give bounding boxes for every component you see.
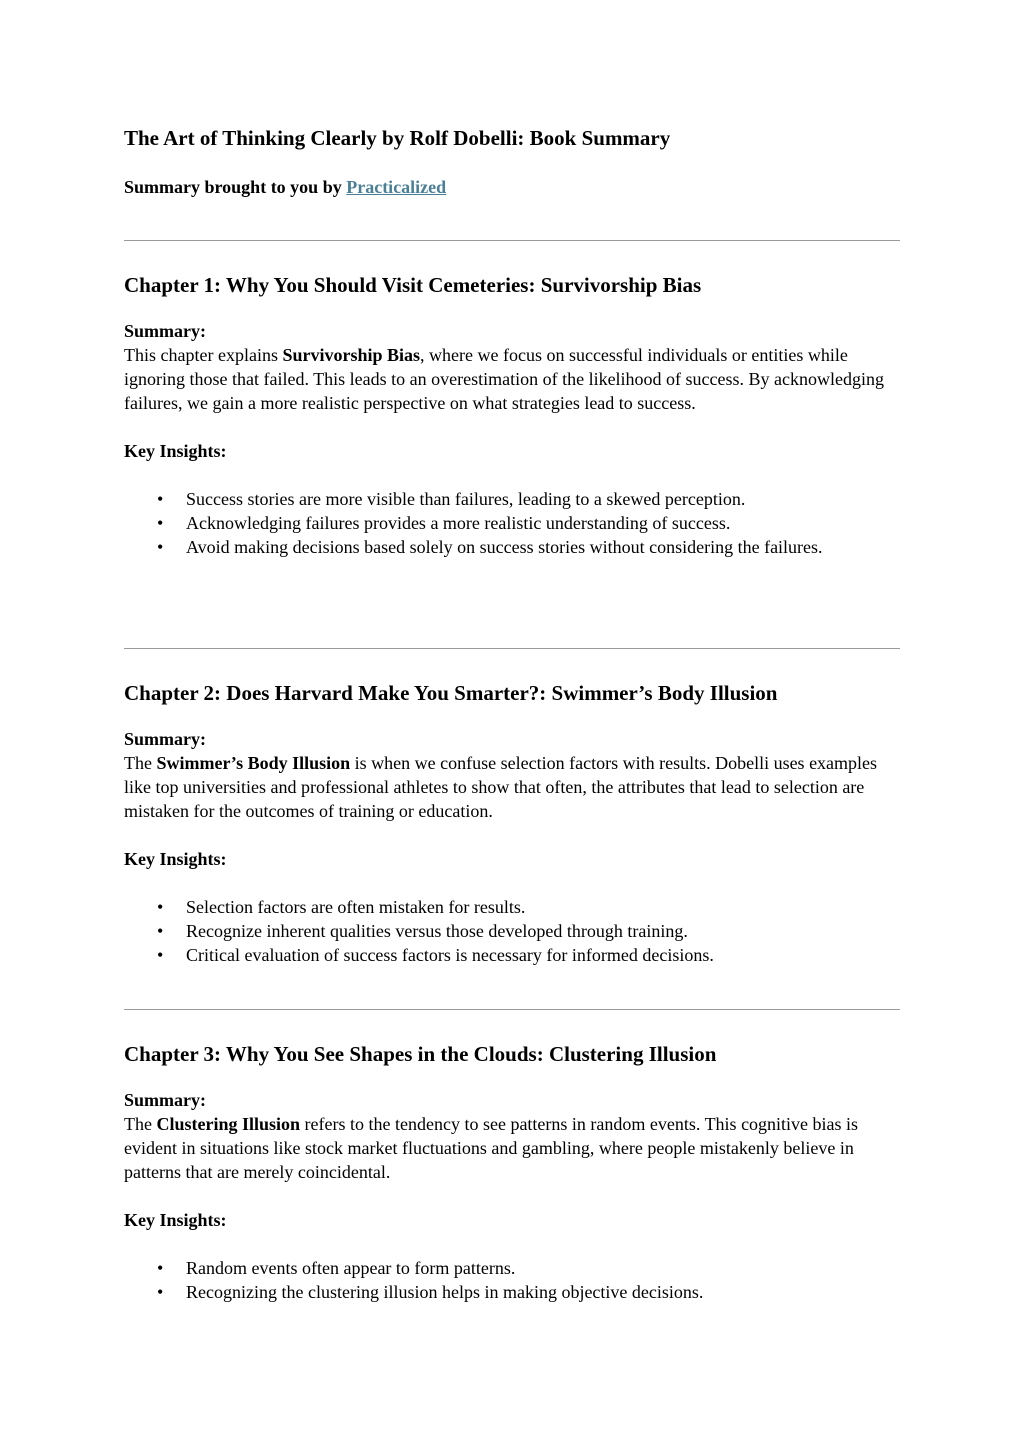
insights-list — [124, 1256, 900, 1304]
list-item: • Selection factors are often mistaken for results. — [157, 897, 526, 917]
list-item: • Acknowledging failures provides a more realistic understanding of success. — [157, 513, 731, 533]
bias-term: Survivorship Bias — [282, 345, 420, 365]
summary-text: The Clustering Illusion refers to the tendency to see patterns in random events. This cognitive bias is evident in situations like stock market fluctuations and gambling, where people mistakenly believe in patterns that are merely coincidental. — [124, 1114, 859, 1182]
list-item: • Avoid making decisions based solely on success stories without considering the failures. — [157, 537, 823, 557]
page-title: The Art of Thinking Clearly by Rolf Dobelli: Book Summary — [124, 126, 671, 150]
insights-list — [124, 487, 900, 559]
bullet-icon: • — [157, 897, 164, 917]
chapter-heading: Chapter 2: Does Harvard Make You Smarter?: Swimmer’s Body Illusion — [124, 681, 778, 705]
chapter-1 — [124, 271, 900, 559]
bullet-icon: • — [157, 1258, 164, 1278]
key-insights-label: Key Insights: — [124, 441, 227, 461]
bullet-icon: • — [157, 945, 164, 965]
key-insights-label: Key Insights: — [124, 849, 227, 869]
list-item: • Recognizing the clustering illusion helps in making objective decisions. — [157, 1282, 704, 1302]
list-item: • Success stories are more visible than failures, leading to a skewed perception. — [157, 489, 746, 509]
list-item: • Critical evaluation of success factors is necessary for informed decisions. — [157, 945, 714, 965]
list-item: • Recognize inherent qualities versus those developed through training. — [157, 921, 688, 941]
summary-label: Summary: — [124, 1090, 206, 1110]
section-divider — [124, 240, 900, 241]
bias-term: Clustering Illusion — [156, 1114, 301, 1134]
insights-list — [124, 895, 900, 967]
list-item: • Random events often appear to form patterns. — [157, 1258, 516, 1278]
summary-text: The Swimmer’s Body Illusion is when we confuse selection factors with results. Dobelli uses examples like top universities and professional athletes to show that often, the attributes that lead to selection are mistaken for the outcomes of training or education. — [124, 753, 878, 821]
summary-text: This chapter explains Survivorship Bias, where we focus on successful individuals or entities while ignoring those that failed. This leads to an overestimation of the likelihood of success. By acknowledging failures, we gain a more realistic perspective on what strategies lead to success. — [124, 345, 885, 413]
bias-term: Swimmer’s Body Illusion — [156, 753, 351, 773]
section-divider — [124, 648, 900, 649]
chapter-heading: Chapter 3: Why You See Shapes in the Clouds: Clustering Illusion — [124, 1042, 717, 1066]
summary-label: Summary: — [124, 321, 206, 341]
byline-prefix: Summary brought to you by — [124, 177, 347, 197]
bullet-icon: • — [157, 1282, 164, 1302]
key-insights-label: Key Insights: — [124, 1210, 227, 1230]
practicalized-link[interactable]: Practicalized — [346, 177, 447, 197]
byline — [124, 175, 446, 199]
bullet-icon: • — [157, 921, 164, 941]
summary-label: Summary: — [124, 729, 206, 749]
bullet-icon: • — [157, 489, 164, 509]
section-divider — [124, 1009, 900, 1010]
chapter-2 — [124, 679, 900, 967]
bullet-icon: • — [157, 513, 164, 533]
bullet-icon: • — [157, 537, 164, 557]
chapter-3 — [124, 1040, 900, 1304]
chapter-heading: Chapter 1: Why You Should Visit Cemeteries: Survivorship Bias — [124, 273, 702, 297]
